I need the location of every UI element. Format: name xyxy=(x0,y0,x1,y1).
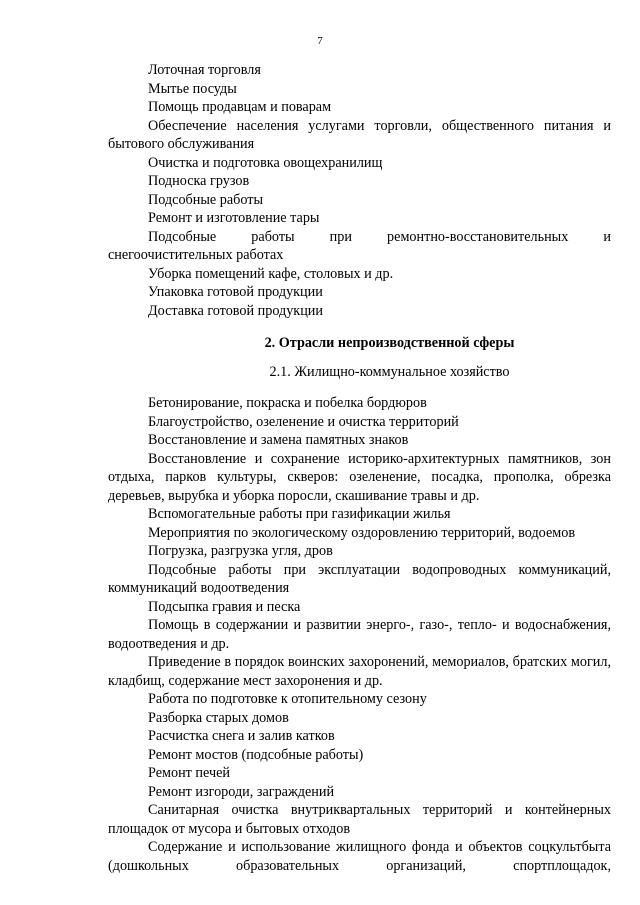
list-item: Ремонт изгороди, заграждений xyxy=(148,783,335,800)
list-item: Ремонт мостов (подсобные работы) xyxy=(148,746,364,763)
heading-spacer xyxy=(108,383,611,394)
list-item: Восстановление и сохранение историко-архитектурных памятников, зон отдыха, парков культуры, скверов: озеленение, посадка, прополка, обрезка деревьев, вырубка и уборка поросли, скашивание травы и др. xyxy=(108,450,611,504)
list-item: Погрузка, разгрузка угля, дров xyxy=(148,543,333,559)
list-item: Лоточная торговля xyxy=(148,62,261,78)
subsection-heading: 2.1. Жилищно-коммунальное хозяйство xyxy=(269,364,510,380)
list-item: Подсобные работы при эксплуатации водопроводных коммуникаций, коммуникаций водоотведения xyxy=(108,561,611,596)
section-heading: 2. Отрасли непроизводственной сферы xyxy=(264,335,515,351)
list-item: Мытье посуды xyxy=(148,80,237,97)
list-item: Восстановление и замена памятных знаков xyxy=(148,432,409,448)
list-item: Расчистка снега и залив катков xyxy=(148,728,335,744)
list-item: Помощь в содержании и развитии энерго-, газо-, тепло- и водоснабжения, водоотведения и др. xyxy=(108,617,611,652)
list-item: Обеспечение населения услугами торговли, общественного питания и бытового обслуживания xyxy=(108,117,611,152)
list-item: Подсобные работы xyxy=(148,191,263,208)
list-item: Содержание и использование жилищного фонда и объектов соцкультбыта (дошкольных образовательных организаций, спортплощадок, xyxy=(108,839,611,874)
document-body xyxy=(108,61,611,875)
list-item: Мероприятия по экологическому оздоровлению территорий, водоемов xyxy=(148,524,576,541)
list-item: Подсобные работы при ремонтно-восстановительных и снегоочистительных работах xyxy=(108,228,611,263)
list-item: Приведение в порядок воинских захоронений, мемориалов, братских могил, кладбищ, содержание мест захоронения и др. xyxy=(108,654,611,689)
list-item: Ремонт и изготовление тары xyxy=(148,210,320,226)
list-item: Работа по подготовке к отопительному сезону xyxy=(148,691,427,707)
list-item: Доставка готовой продукции xyxy=(148,302,323,319)
list-item: Разборка старых домов xyxy=(148,709,289,726)
list-item: Помощь продавцам и поварам xyxy=(148,99,332,115)
list-item: Вспомогательные работы при газификации жилья xyxy=(148,506,451,522)
list-item: Упаковка готовой продукции xyxy=(148,284,323,300)
list-item: Подсыпка гравия и песка xyxy=(148,598,301,615)
list-item: Санитарная очистка внутриквартальных территорий и контейнерных площадок от мусора и бытовых отходов xyxy=(108,802,611,837)
list-item: Очистка и подготовка овощехранилищ xyxy=(148,154,383,171)
list-item: Подноска грузов xyxy=(148,173,250,189)
list-item: Уборка помещений кафе, столовых и др. xyxy=(148,265,394,282)
list-item: Ремонт печей xyxy=(148,765,230,781)
list-item: Бетонирование, покраска и побелка бордюров xyxy=(148,395,427,411)
page-number: 7 xyxy=(317,35,323,47)
list-item: Благоустройство, озеленение и очистка территорий xyxy=(148,413,459,430)
